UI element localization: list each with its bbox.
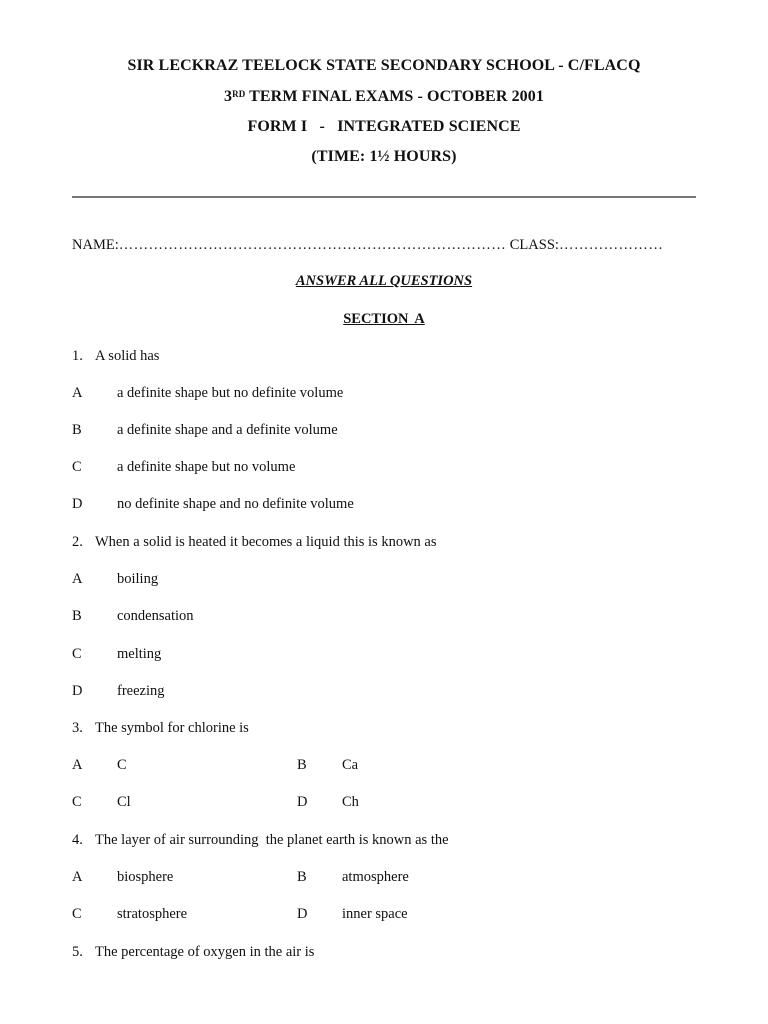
q4-option-d-text: inner space — [342, 906, 408, 922]
class-label: CLASS: — [509, 237, 559, 253]
section-title: SECTION A — [343, 311, 425, 327]
q3-option-a-text: C — [117, 757, 127, 773]
q4-option-b-letter: B — [297, 869, 307, 885]
q2-option-b-letter: B — [72, 608, 82, 624]
class-blank[interactable]: ………………… — [558, 237, 664, 253]
q4-option-b-text: atmosphere — [342, 869, 409, 885]
q3-option-d-letter: D — [297, 794, 308, 810]
form-subject: FORM I - INTEGRATED SCIENCE — [247, 118, 521, 135]
name-label: NAME: — [72, 237, 119, 253]
q2-option-a-letter: A — [72, 571, 83, 587]
q4-option-a-text: biosphere — [117, 869, 174, 885]
q3-option-b-letter: B — [297, 757, 307, 773]
q1-option-d-letter: D — [72, 496, 83, 512]
q1-option-c-letter: C — [72, 459, 82, 475]
q4-option-a-letter: A — [72, 869, 83, 885]
q1-option-b-text: a definite shape and a definite volume — [117, 422, 338, 438]
q4-option-c-text: stratosphere — [117, 906, 188, 922]
instruction: ANSWER ALL QUESTIONS — [295, 273, 473, 289]
q1-option-a-text: a definite shape but no definite volume — [117, 385, 344, 401]
exam-term: 3RD TERM FINAL EXAMS - OCTOBER 2001 — [224, 88, 544, 105]
q4-option-c-letter: C — [72, 906, 82, 922]
q1-option-d-text: no definite shape and no definite volume — [117, 496, 354, 512]
q1-option-a-letter: A — [72, 385, 83, 401]
question-1: 1. A solid has — [72, 348, 160, 364]
q3-option-a-letter: A — [72, 757, 83, 773]
q3-option-c-letter: C — [72, 794, 82, 810]
q2-option-c-letter: C — [72, 646, 82, 662]
q3-option-c-text: Cl — [117, 794, 131, 810]
q2-option-b-text: condensation — [117, 608, 194, 624]
q1-option-c-text: a definite shape but no volume — [117, 459, 296, 475]
q2-option-a-text: boiling — [117, 571, 159, 587]
q3-option-b-text: Ca — [342, 757, 359, 773]
name-class-line — [72, 236, 663, 254]
question-3: 3. The symbol for chlorine is — [72, 720, 249, 736]
q2-option-d-letter: D — [72, 683, 83, 699]
question-5: 5. The percentage of oxygen in the air is — [72, 944, 315, 960]
question-2: 2. When a solid is heated it becomes a liquid this is known as — [72, 534, 437, 550]
header-divider — [72, 196, 696, 198]
q4-option-d-letter: D — [297, 906, 308, 922]
name-blank[interactable]: …………………………………………………………………… — [118, 237, 507, 253]
q1-option-b-letter: B — [72, 422, 82, 438]
q3-option-d-text: Ch — [342, 794, 359, 810]
exam-duration: (TIME: 1½ HOURS) — [311, 148, 457, 165]
school-name: SIR LECKRAZ TEELOCK STATE SECONDARY SCHOOL - C/FLACQ — [127, 57, 641, 74]
question-4: 4. The layer of air surrounding the planet earth is known as the — [72, 832, 449, 848]
q2-option-c-text: melting — [117, 646, 162, 662]
q2-option-d-text: freezing — [117, 683, 165, 699]
